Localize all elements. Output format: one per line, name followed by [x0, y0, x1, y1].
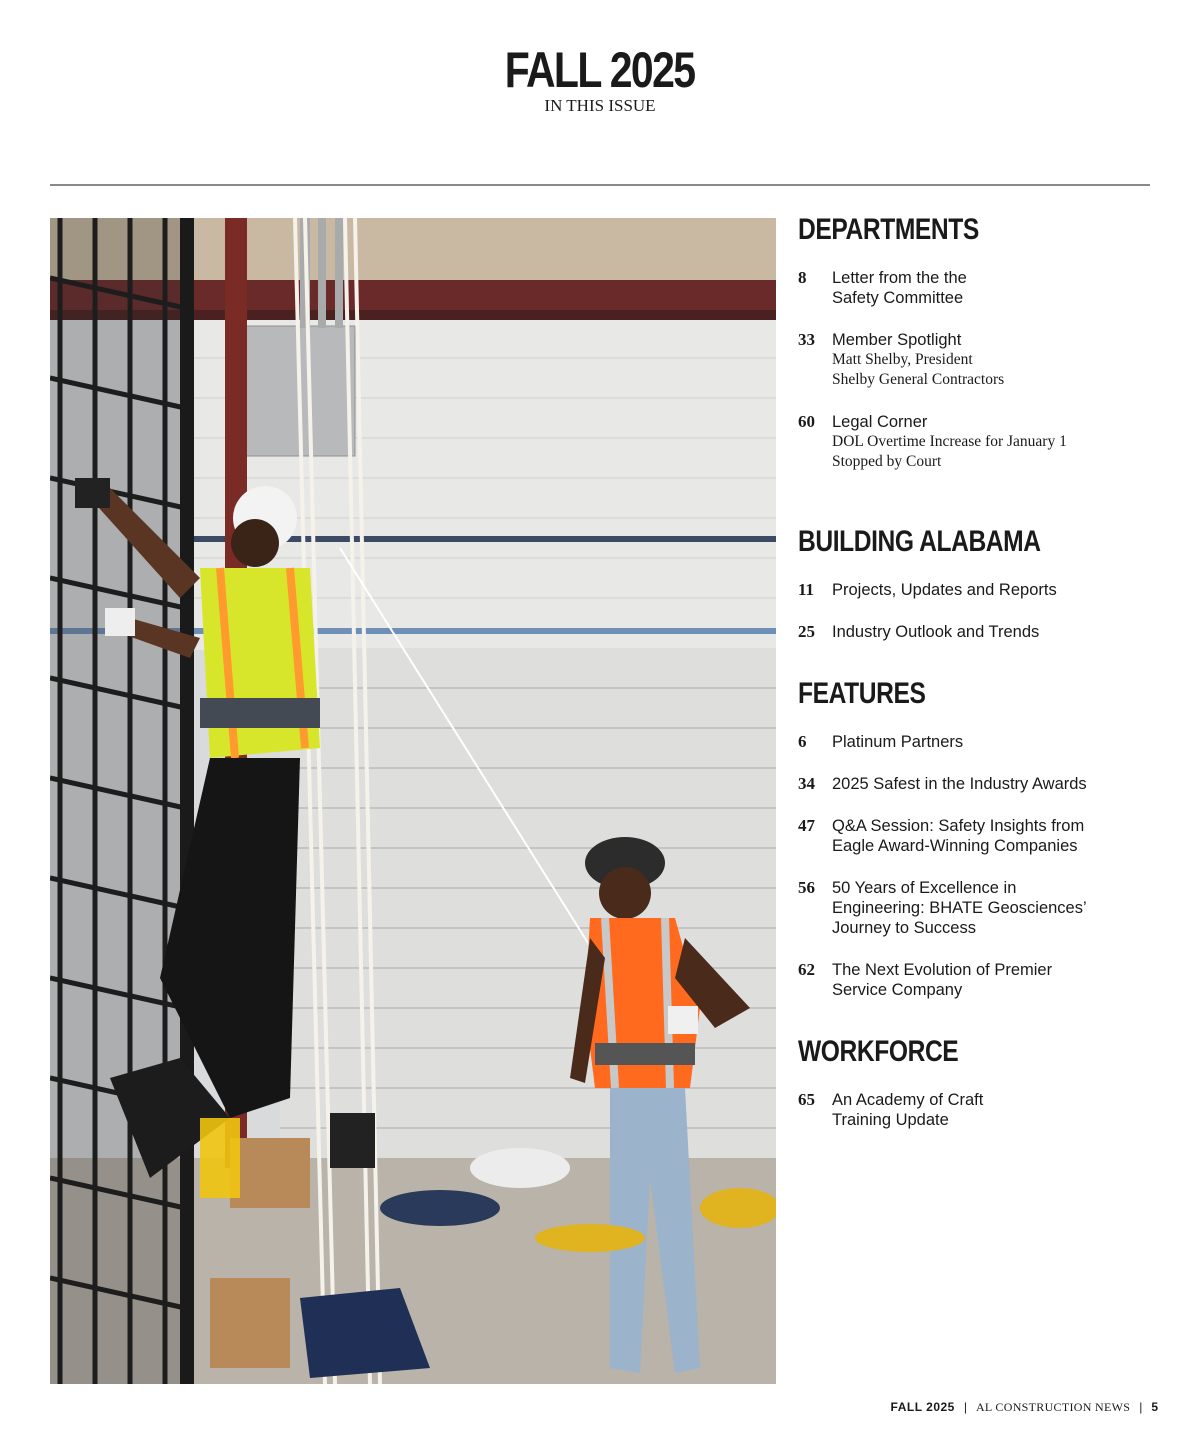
entry-body: [832, 330, 1158, 390]
toc-entry[interactable]: [798, 330, 1158, 390]
page-number: 25: [798, 622, 815, 641]
page-number: 8: [798, 268, 807, 287]
toc-entry[interactable]: [798, 412, 1158, 472]
entry-title: Member Spotlight: [832, 331, 962, 349]
entry-body: [832, 774, 1158, 794]
entry-body: [832, 878, 1158, 938]
page-number: 65: [798, 1090, 815, 1109]
page-footer: [891, 1398, 1158, 1416]
section-departments: [798, 212, 1158, 472]
issue-title: FALL 2025: [505, 42, 695, 98]
table-of-contents: [798, 212, 1158, 1164]
entry-body: [832, 268, 1158, 308]
section-building-alabama: [798, 524, 1158, 642]
entry-body: [832, 816, 1158, 856]
footer-separator: |: [963, 1400, 967, 1414]
page-number: 34: [798, 774, 815, 793]
entry-title: Q&A Session: Safety Insights from Eagle Award-Winning Companies: [832, 817, 1085, 855]
toc-entry[interactable]: [798, 580, 1158, 600]
entry-body: [832, 1090, 1158, 1130]
section-features: [798, 676, 1158, 1000]
toc-entry[interactable]: [798, 816, 1158, 856]
entry-body: [832, 622, 1158, 642]
footer-separator: |: [1139, 1400, 1143, 1414]
issue-subtitle: IN THIS ISSUE: [544, 96, 656, 115]
footer-page-number: 5: [1151, 1400, 1158, 1414]
entry-description: DOL Overtime Increase for January 1 Stopped by Court: [832, 433, 1067, 470]
masthead: [0, 42, 1200, 116]
page-number: 6: [798, 732, 807, 751]
entry-body: [832, 960, 1158, 1000]
page-number: 33: [798, 330, 815, 349]
entry-title: 50 Years of Excellence in Engineering: BHATE Geosciences’ Journey to Success: [832, 879, 1087, 937]
toc-entry[interactable]: [798, 732, 1158, 752]
page-number: 47: [798, 816, 815, 835]
toc-entry[interactable]: [798, 960, 1158, 1000]
toc-entry[interactable]: [798, 1090, 1158, 1130]
footer-publication: AL CONSTRUCTION NEWS: [975, 1400, 1131, 1414]
cover-photo-illustration: [50, 218, 776, 1384]
entry-title: Platinum Partners: [832, 733, 964, 751]
entry-title: Legal Corner: [832, 413, 928, 431]
toc-entry[interactable]: [798, 878, 1158, 938]
header-divider: [50, 184, 1150, 186]
page-number: 11: [798, 580, 815, 599]
section-heading-departments: DEPARTMENTS: [798, 213, 979, 246]
entry-description: Matt Shelby, President Shelby General Contractors: [832, 351, 1005, 388]
section-heading-features: FEATURES: [798, 677, 926, 710]
toc-entry[interactable]: [798, 622, 1158, 642]
entry-title: 2025 Safest in the Industry Awards: [832, 775, 1087, 793]
page-number: 56: [798, 878, 815, 897]
page-number: 62: [798, 960, 815, 979]
section-heading-building-alabama: BUILDING ALABAMA: [798, 525, 1041, 558]
entry-title: Industry Outlook and Trends: [832, 623, 1040, 641]
cover-photo: [50, 218, 776, 1384]
entry-body: [832, 412, 1158, 472]
entry-body: [832, 580, 1158, 600]
footer-issue: FALL 2025: [890, 1400, 955, 1414]
entry-title: Projects, Updates and Reports: [832, 581, 1057, 599]
entry-body: [832, 732, 1158, 752]
toc-entry[interactable]: [798, 774, 1158, 794]
section-heading-workforce: WORKFORCE: [798, 1035, 959, 1068]
section-workforce: [798, 1034, 1158, 1130]
page-number: 60: [798, 412, 815, 431]
entry-title: Letter from the the Safety Committee: [832, 269, 967, 307]
toc-entry[interactable]: [798, 268, 1158, 308]
entry-title: An Academy of Craft Training Update: [832, 1091, 984, 1129]
entry-title: The Next Evolution of Premier Service Company: [832, 961, 1053, 999]
